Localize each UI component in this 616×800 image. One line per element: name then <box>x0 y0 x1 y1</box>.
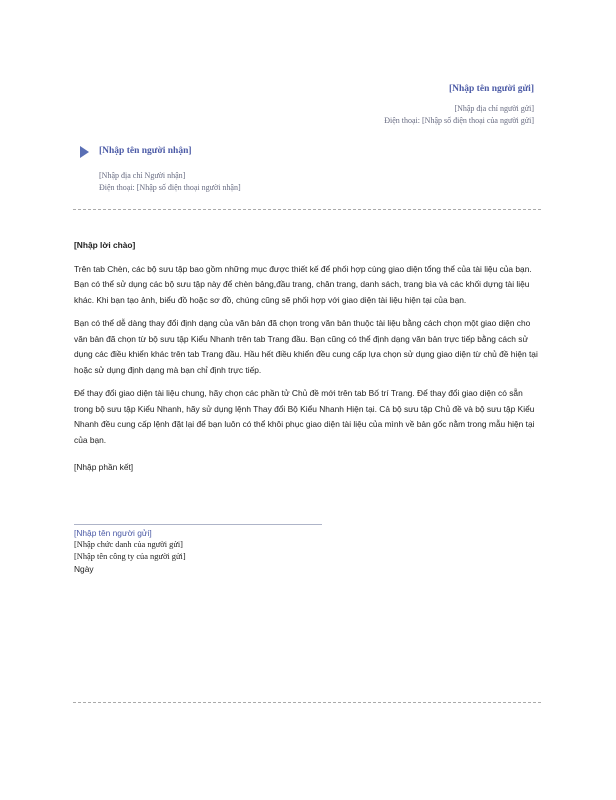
bottom-divider <box>73 702 541 703</box>
signature-block <box>74 527 186 575</box>
letter-body <box>74 238 540 476</box>
top-divider <box>73 209 541 210</box>
signature-title[interactable]: [Nhập chức danh của người gửi] <box>74 540 183 549</box>
sender-block <box>384 84 534 126</box>
signature-name[interactable]: [Nhập tên người gửi] <box>74 528 152 538</box>
recipient-name[interactable]: [Nhập tên người nhận] <box>99 146 192 156</box>
greeting[interactable]: [Nhập lời chào] <box>74 240 136 250</box>
arrow-marker-icon <box>80 146 89 158</box>
sender-address[interactable]: [Nhập địa chỉ người gửi] <box>454 104 534 113</box>
signature-line <box>74 524 322 525</box>
recipient-address[interactable]: [Nhập địa chỉ Người nhận] <box>99 171 186 180</box>
sender-name[interactable]: [Nhập tên người gửi] <box>448 84 534 94</box>
sender-phone[interactable]: Điện thoại: [Nhập số điện thoại của người gửi] <box>384 115 534 125</box>
recipient-address-block <box>99 170 241 193</box>
recipient-phone[interactable]: Điện thoại: [Nhập số điện thoại người nhận] <box>99 182 241 192</box>
body-paragraph-2[interactable]: Bạn có thể dễ dàng thay đổi định dạng của văn bản đã chọn trong văn bản thuộc tài liệu bằng cách chọn một giao diện cho văn bản đã chọn từ bộ sưu tập Kiểu Nhanh trên tab Trang đầu. Bạn cũng có thể định dạng văn bản trực tiếp bằng cách sử dụng các điều khiển khác trên tab Trang đầu. Hầu hết điều khiển đều cung cấp lựa chọn sử dụng giao diện từ chủ đề hiện tại hoặc sử dụng định dạng mà bạn chỉ định trực tiếp. <box>74 318 538 375</box>
signature-company[interactable]: [Nhập tên công ty của người gửi] <box>74 552 186 561</box>
signature-date[interactable]: Ngày <box>74 564 94 574</box>
body-paragraph-3[interactable]: Để thay đổi giao diện tài liệu chung, hãy chọn các phần tử Chủ đề mới trên tab Bố trí Trang. Để thay đổi giao diện có sẵn trong bộ sưu tập Kiểu Nhanh, hãy sử dụng lệnh Thay đổi Bộ Kiểu Nhanh Hiện tại. Cả bộ sưu tập Chủ đề và bộ sưu tập Kiểu Nhanh đều cung cấp lệnh đặt lại để bạn luôn có thể khôi phục giao diện tài liệu của mình về bản gốc nằm trong mẫu hiện tại của bạn. <box>74 388 535 445</box>
closing[interactable]: [Nhập phần kết] <box>74 462 134 472</box>
body-paragraph-1[interactable]: Trên tab Chèn, các bộ sưu tập bao gồm những mục được thiết kế để phối hợp cùng giao diện tổng thể của tài liệu của bạn. Bạn có thể sử dụng các bộ sưu tập này để chèn bảng,đầu trang, chân trang, danh sách, trang bìa và các khối dựng tài liệu khác. Khi bạn tạo ảnh, biểu đồ hoặc sơ đồ, chúng cũng sẽ phối hợp với giao diện tài liệu hiện tại của bạn. <box>74 263 532 305</box>
